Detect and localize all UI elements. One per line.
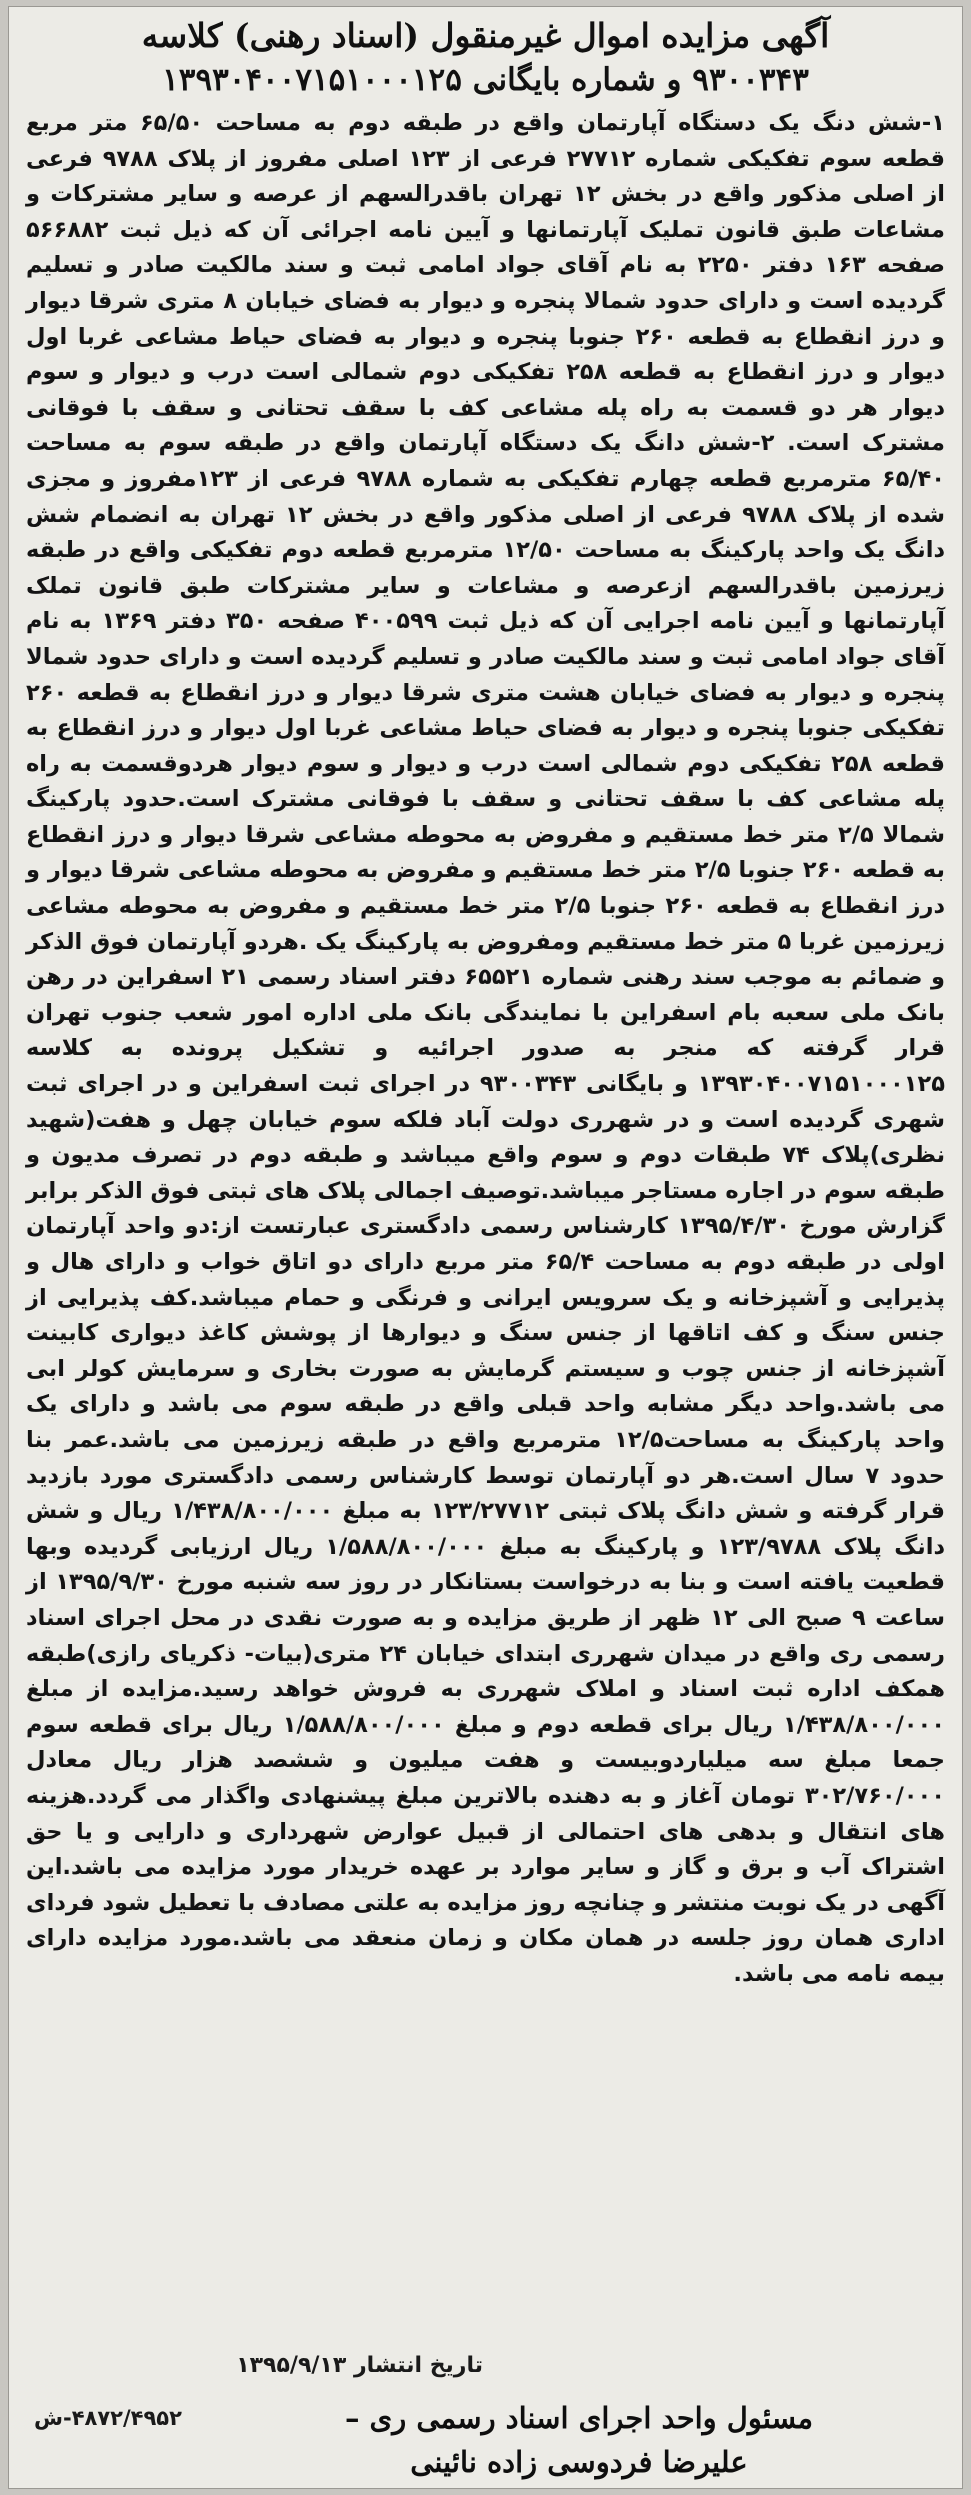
signature-block: [345, 2396, 813, 2484]
publish-date: تاریخ انتشار ۱۳۹۵/۹/۱۳: [236, 2353, 483, 2378]
notice-file-number: ۹۳۰۰۳۴۳ و شماره بایگانی ۱۳۹۳۰۴۰۰۷۱۵۱۰۰۰۱۲۵: [162, 62, 809, 98]
notice-header: [28, 14, 943, 102]
signature-name: علیرضا فردوسی زاده نائینی: [410, 2445, 748, 2479]
newspaper-clipping: [8, 6, 963, 2489]
notice-body: ۱-شش دنگ یک دستگاه آپارتمان واقع در طبقه دوم به مساحت ۶۵/۵۰ متر مربع قطعه سوم تفکیکی شماره ۲۷۷۱۲ فرعی از ۱۲۳ اصلی مفروز از پلاک ۹۷۸۸ فرعی از اصلی مذکور واقع در بخش ۱۲ تهران باقدرالسهم از عرصه و سایر مشترکات و مشاعات طبق قانون تملیک آپارتمانها و آیین نامه اجرائی آن که ذیل ثبت ۵۶۶۸۸۲ صفحه ۱۶۳ دفتر ۲۲۵۰ به نام آقای جواد امامی ثبت و سند مالکیت صادر و تسلیم گردیده است و دارای حدود شمالا پنجره و دیوار به فضای خیابان ۸ متری شرقا دیوار و درز انقطاع به قطعه ۲۶۰ جنوبا پنجره و دیوار به فضای حیاط مشاعی غربا اول دیوار و درز انقطاع به قطعه ۲۵۸ تفکیکی دوم شمالی است درب و دیوار و سوم دیوار هر دو قسمت به راه پله مشاعی کف با سقف تحتانی و سقف با فوقانی مشترک است. ۲-شش دانگ یک دستگاه آپارتمان واقع در طبقه سوم به مساحت ۶۵/۴۰ مترمربع قطعه چهارم تفکیکی به شماره ۹۷۸۸ فرعی از ۱۲۳مفروز و مجزی شده از پلاک ۹۷۸۸ فرعی از اصلی مذکور واقع در بخش ۱۲ تهران به انضمام شش دانگ یک واحد پارکینگ به مساحت ۱۲/۵۰ مترمربع قطعه دوم تفکیکی واقع در طبقه زیرزمین باقدرالسهم ازعرصه و مشاعات و سایر مشترکات طبق قانون تملک آپارتمانها و آیین نامه اجرایی آن که ذیل ثبت ۴۰۰۵۹۹ صفحه ۳۵۰ دفتر ۱۳۶۹ به نام آقای جواد امامی ثبت و سند مالکیت صادر و تسلیم گردیده است و دارای حدود شمالا پنجره و دیوار به فضای خیابان هشت متری شرقا دیوار و درز انقطاع به قطعه ۲۶۰ تفکیکی جنوبا پنجره و دیوار به فضای حیاط مشاعی غربا اول دیوار و درز انقطاع به قطعه ۲۵۸ تفکیکی دوم شمالی است درب و دیوار و سوم دیوار هردوقسمت به راه پله مشاعی کف با سقف تحتانی و سقف با فوقانی مشترک است.حدود پارکینگ شمالا ۲/۵ متر خط مستقیم و مفروض به محوطه مشاعی شرقا دیوار و درز انقطاع به قطعه ۲۶۰ جنوبا ۲/۵ متر خط مستقیم و مفروض به محوطه مشاعی شرقا دیوار و درز انقطاع به قطعه ۲۶۰ جنوبا ۲/۵ متر خط مستقیم و مفروض به محوطه مشاعی زیرزمین غربا ۵ متر خط مستقیم ومفروض به پارکینگ یک .هردو آپارتمان فوق الذکر و ضمائم به موجب سند رهنی شماره ۶۵۵۲۱ دفتر اسناد رسمی ۲۱ اسفراین در رهن بانک ملی سعبه بام اسفراین با نمایندگی بانک ملی اداره امور شعب جنوب تهران قرار گرفته که منجر به صدور اجرائیه و تشکیل پرونده به کلاسه ۱۳۹۳۰۴۰۰۷۱۵۱۰۰۰۱۲۵ و بایگانی ۹۳۰۰۳۴۳ در اجرای ثبت اسفراین و در اجرای ثبت شهری گردیده است و در شهرری دولت آباد فلکه سوم خیابان چهل و هفت(شهید نظری)پلاک ۷۴ طبقات دوم و سوم واقع میباشد و طبقه دوم در تصرف مدیون و طبقه سوم در اجاره مستاجر میباشد.توصیف اجمالی پلاک های ثبتی فوق الذکر برابر گزارش مورخ ۱۳۹۵/۴/۳۰ کارشناس رسمی دادگستری عبارتست از:دو واحد آپارتمان اولی در طبقه دوم به مساحت ۶۵/۴ متر مربع دارای دو اتاق خواب و دارای هال و پذیرایی و آشپزخانه و یک سرویس ایرانی و فرنگی و حمام میباشد.کف پذیرایی از جنس سنگ و کف اتاقها از جنس سنگ و دیوارها از پوشش کاغذ دیواری کابینت آشپزخانه از جنس چوب و سیستم گرمایش به صورت بخاری و سرمایش کولر ابی می باشد.واحد دیگر مشابه واحد قبلی واقع در طبقه سوم می باشد و دارای یک واحد پارکینگ به مساحت۱۲/۵ مترمربع واقع در طبقه زیرزمین می باشد.عمر بنا حدود ۷ سال است.هر دو آپارتمان توسط کارشناس رسمی دادگستری مورد بازدید قرار گرفته و شش دانگ پلاک ثبتی ۱۲۳/۲۷۷۱۲ به مبلغ ۱/۴۳۸/۸۰۰/۰۰۰ ریال و شش دانگ پلاک ۱۲۳/۹۷۸۸ و پارکینگ به مبلغ ۱/۵۸۸/۸۰۰/۰۰۰ ریال ارزیابی گردیده وبها قطعیت یافته است و بنا به درخواست بستانکار در روز سه شنبه مورخ ۱۳۹۵/۹/۳۰ از ساعت ۹ صبح الی ۱۲ ظهر از طریق مزایده و به صورت نقدی در محل اجرای اسناد رسمی ری واقع در میدان شهرری ابتدای خیابان ۲۴ متری(بیات- ذکریای رازی)طبقه همکف اداره ثبت اسناد و املاک شهرری به فروش خواهد رسید.مزایده از مبلغ ۱/۴۳۸/۸۰۰/۰۰۰ ریال برای قطعه دوم و مبلغ ۱/۵۸۸/۸۰۰/۰۰۰ ریال برای قطعه سوم جمعا مبلغ سه میلیاردوبیست و هفت میلیون و ششصد هزار ریال معادل ۳۰۲/۷۶۰/۰۰۰ تومان آغاز و به دهنده بالاترین مبلغ پیشنهادی واگذار می گردد.هزینه های انتقال و بدهی های احتمالی از قبیل عوارض شهرداری و دارایی و یا حق اشتراک آب و برق و گاز و سایر موارد بر عهده خریدار مورد مزایده می باشد.این آگهی در یک نوبت منتشر و چنانچه روز مزایده به علتی مصادف با تعطیل شود فردای اداری همان روز جلسه در همان مکان و زمان منعقد می باشد.مورد مزایده دارای بیمه نامه می باشد.: [26, 110, 946, 1987]
signature-title: مسئول واحد اجرای اسناد رسمی ری –: [344, 2401, 813, 2435]
notice-code: ۴۸۷۲/۴۹۵۲-ش: [34, 2406, 182, 2430]
notice-title: آگهی مزایده اموال غیرمنقول (اسناد رهنی) کلاسه: [141, 16, 830, 55]
